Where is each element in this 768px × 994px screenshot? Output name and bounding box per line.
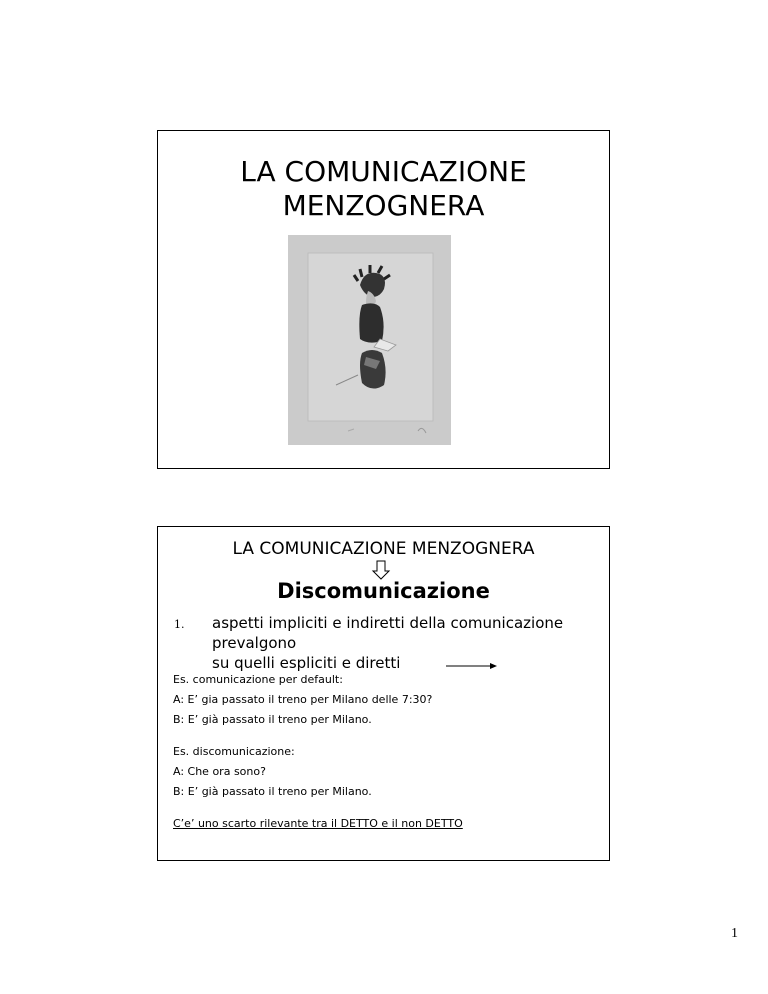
slide-2 [157,526,610,861]
example-disc-line-a: A: Che ora sono? [173,765,266,778]
example-default-label: Es. comunicazione per default: [173,673,343,686]
dante-portrait-image [288,235,451,445]
slide-2-heading: LA COMUNICAZIONE MENZOGNERA [232,539,535,559]
example-default-line-b: B: E’ già passato il treno per Milano. [173,713,372,726]
list-item-1 [174,613,604,673]
slide-1-title [158,155,609,223]
slide-1 [157,130,610,469]
example-disc-label: Es. discomunicazione: [173,745,295,758]
list-item-text-line-1: aspetti impliciti e indiretti della comunicazione prevalgono [212,614,564,652]
example-disc-line-b: B: E’ già passato il treno per Milano. [173,785,372,798]
right-arrow-icon [446,661,498,671]
down-arrow-icon [371,560,391,580]
slide-1-title-line-2: MENZOGNERA [282,189,485,222]
underlined-note: C’e’ uno scarto rilevante tra il DETTO e il non DETTO [173,817,463,830]
list-item-number: 1. [174,618,185,631]
page-number: 1 [731,926,738,941]
example-default-line-a: A: E’ gia passato il treno per Milano delle 7:30? [173,693,433,706]
slide-2-subheading: Discomunicazione [277,579,490,603]
example-default [173,670,432,730]
slide-1-title-line-1: LA COMUNICAZIONE [240,155,527,188]
example-discommunication [173,742,372,802]
portrait-illustration [288,235,451,445]
list-item-text-line-2: su quelli espliciti e diretti [212,654,401,672]
